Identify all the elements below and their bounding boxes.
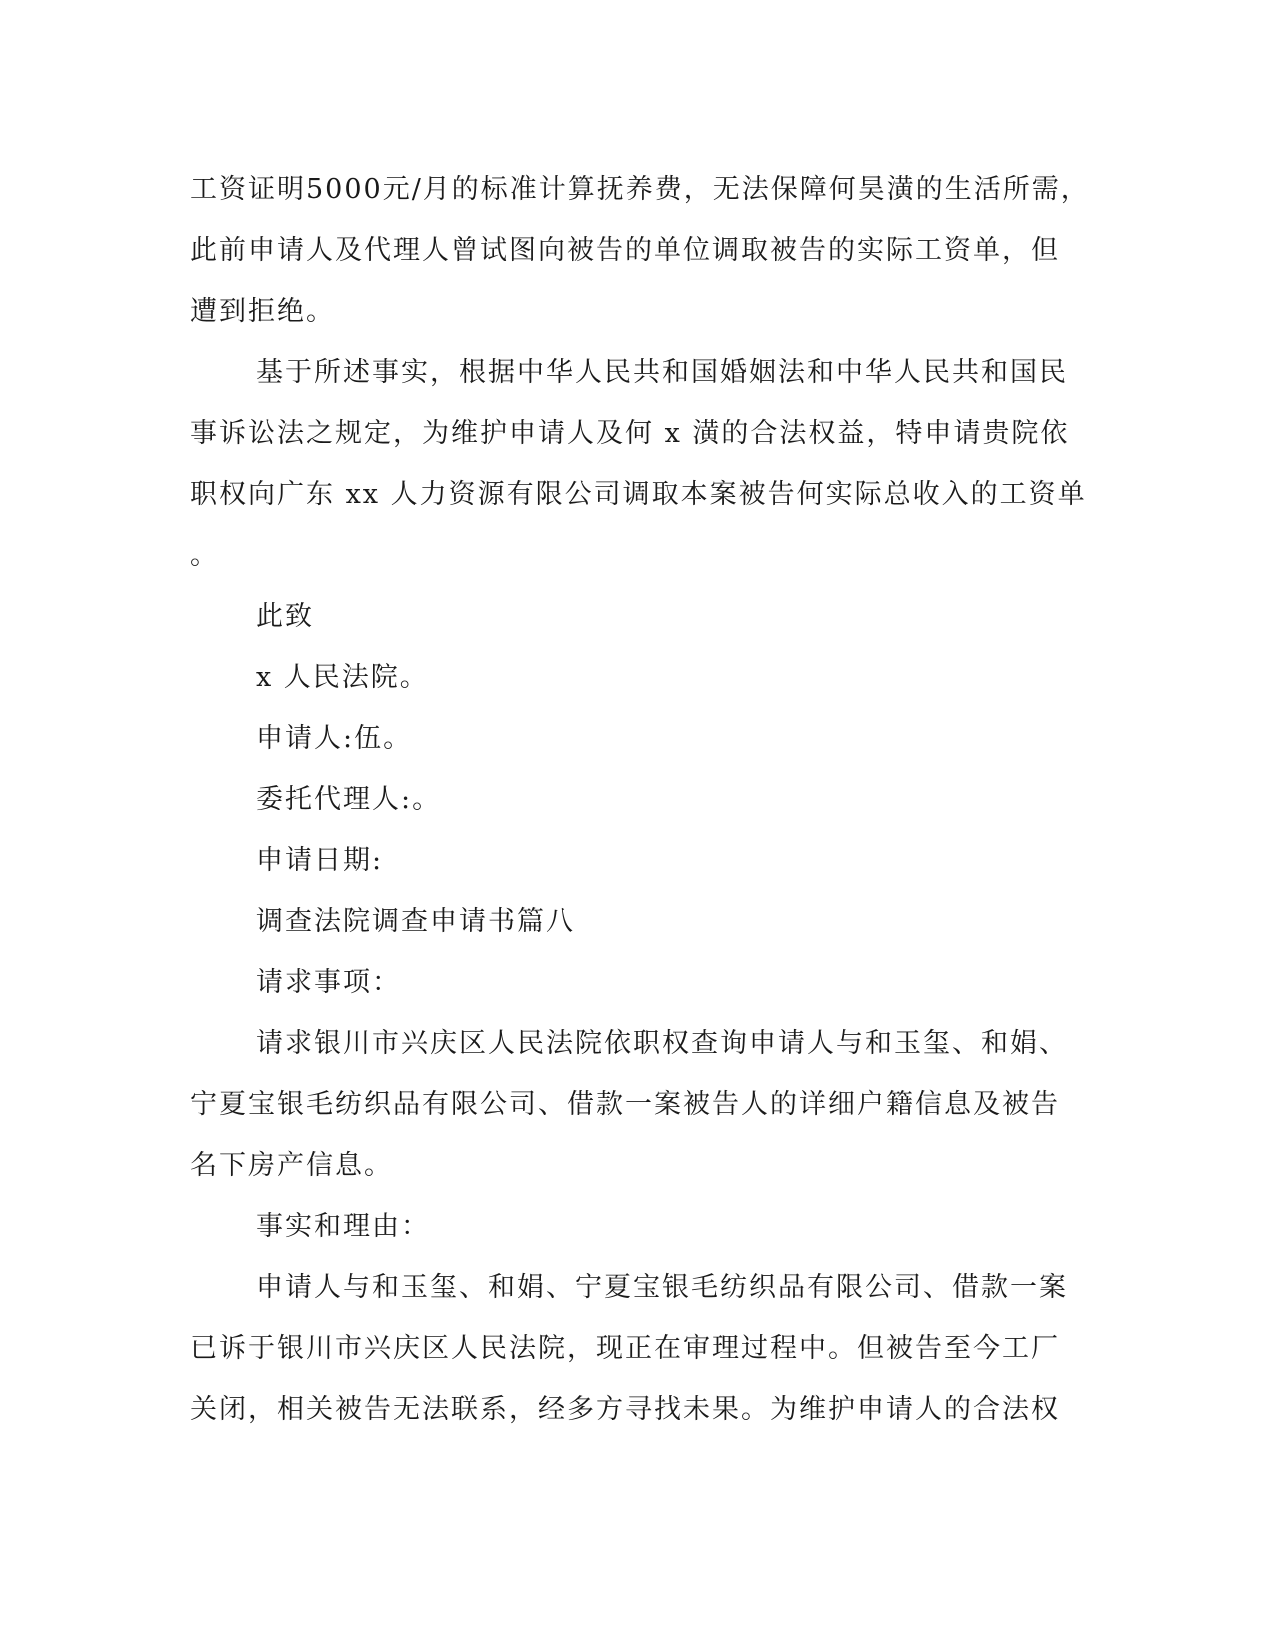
agent-line	[190, 769, 1080, 830]
text-line: 基于所述事实，根据中华人民共和国婚姻法和中华人民共和国民	[256, 357, 1068, 388]
applicant-text: 申请人:伍。	[256, 723, 413, 754]
paragraph-salary-evidence	[190, 159, 1090, 342]
section-title-text: 调查法院调查申请书篇八	[256, 906, 575, 937]
request-heading-text: 请求事项：	[256, 967, 401, 998]
text-line: 工资证明5000元/月的标准计算抚养费，无法保障何昊潢的生活所需，	[190, 174, 1090, 205]
court-text: x 人民法院。	[256, 662, 429, 693]
facts-heading-text: 事实和理由：	[256, 1211, 430, 1242]
paragraph-request	[190, 1013, 1080, 1196]
text-line: 职权向广东 xx 人力资源有限公司调取本案被告何实际总收入的工资单	[190, 479, 1087, 510]
request-heading	[190, 952, 1080, 1013]
text-line: 申请人与和玉玺、和娟、宁夏宝银毛纺织品有限公司、借款一案	[256, 1272, 1068, 1303]
text-line: 宁夏宝银毛纺织品有限公司、借款一案被告人的详细户籍信息及被告	[190, 1089, 1060, 1120]
text-line: 。	[190, 540, 219, 571]
applicant-line	[190, 708, 1080, 769]
text-line: 请求银川市兴庆区人民法院依职权查询申请人与和玉玺、和娟、	[256, 1028, 1068, 1059]
text-line: 此前申请人及代理人曾试图向被告的单位调取被告的实际工资单，但	[190, 235, 1060, 266]
text-line: 名下房产信息。	[190, 1150, 393, 1181]
date-line	[190, 830, 1080, 891]
section-title	[190, 891, 1080, 952]
facts-heading	[190, 1196, 1080, 1257]
text-line: 事诉讼法之规定，为维护申请人及何 x 潢的合法权益，特申请贵院依	[190, 418, 1070, 449]
text-line: 已诉于银川市兴庆区人民法院，现正在审理过程中。但被告至今工厂	[190, 1333, 1060, 1364]
text-line: 遭到拒绝。	[190, 296, 335, 327]
paragraph-legal-basis	[190, 342, 1087, 586]
date-text: 申请日期:	[256, 845, 384, 876]
court-name	[190, 647, 1080, 708]
closing-salutation	[190, 586, 1080, 647]
paragraph-facts	[190, 1257, 1080, 1440]
text-line: 关闭，相关被告无法联系，经多方寻找未果。为维护申请人的合法权	[190, 1394, 1060, 1425]
document-body	[190, 159, 1090, 1440]
agent-text: 委托代理人:。	[256, 784, 442, 815]
closing-text: 此致	[256, 601, 314, 632]
